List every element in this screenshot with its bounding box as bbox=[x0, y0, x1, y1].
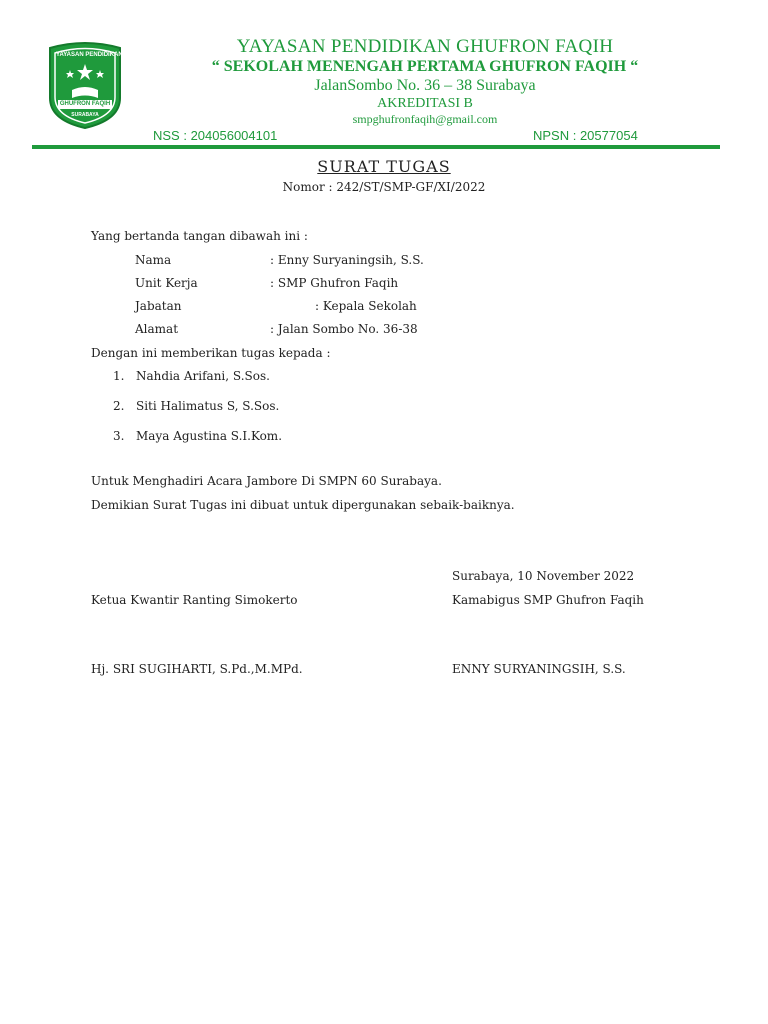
accreditation: AKREDITASI B bbox=[377, 96, 473, 111]
list-item-number: 3. bbox=[113, 429, 125, 443]
foundation-name: YAYASAN PENDIDIKAN GHUFRON FAQIH bbox=[236, 36, 614, 57]
purpose-text: Untuk Menghadiri Acara Jambore Di SMPN 60 Surabaya. bbox=[91, 474, 442, 488]
letter-number: Nomor : 242/ST/SMP-GF/XI/2022 bbox=[282, 180, 486, 194]
school-logo bbox=[44, 40, 126, 130]
field-label-alamat: Alamat bbox=[135, 322, 179, 336]
field-label-unit: Unit Kerja bbox=[135, 276, 198, 290]
field-label-jabatan: Jabatan bbox=[135, 299, 182, 313]
list-item: Maya Agustina S.I.Kom. bbox=[136, 429, 283, 443]
field-value-jabatan: : Kepala Sekolah bbox=[315, 299, 417, 313]
letter-title: SURAT TUGAS bbox=[317, 157, 451, 176]
right-signer-role: Kamabigus SMP Ghufron Faqih bbox=[452, 593, 644, 607]
assign-intro: Dengan ini memberikan tugas kepada : bbox=[91, 346, 331, 360]
logo-text-banner: GHUFRON FAQIH bbox=[59, 101, 111, 107]
right-signer-name: ENNY SURYANINGSIH, S.S. bbox=[452, 662, 626, 676]
field-value-nama: : Enny Suryaningsih, S.S. bbox=[270, 253, 424, 267]
school-name: “ SEKOLAH MENENGAH PERTAMA GHUFRON FAQIH “ bbox=[211, 58, 639, 75]
place-date: Surabaya, 10 November 2022 bbox=[452, 569, 635, 583]
school-address: JalanSombo No. 36 – 38 Surabaya bbox=[314, 77, 536, 94]
school-email: smpghufronfaqih@gmail.com bbox=[352, 112, 498, 126]
logo-text-top: YAYASAN PENDIDIKAN bbox=[56, 52, 123, 58]
field-label-nama: Nama bbox=[135, 253, 172, 267]
list-item-number: 2. bbox=[113, 399, 125, 413]
closing-text: Demikian Surat Tugas ini dibuat untuk dipergunakan sebaik-baiknya. bbox=[91, 498, 515, 512]
list-item-number: 1. bbox=[113, 369, 125, 383]
logo-text-bottom: SURABAYA bbox=[71, 112, 99, 118]
nss-number: NSS : 204056004101 bbox=[153, 128, 278, 143]
left-signer-name: Hj. SRI SUGIHARTI, S.Pd.,M.MPd. bbox=[91, 662, 303, 676]
list-item: Nahdia Arifani, S.Sos. bbox=[136, 369, 270, 383]
field-value-unit: : SMP Ghufron Faqih bbox=[270, 276, 399, 290]
intro-text: Yang bertanda tangan dibawah ini : bbox=[91, 229, 308, 243]
npsn-number: NPSN : 20577054 bbox=[533, 128, 638, 143]
field-value-alamat: : Jalan Sombo No. 36-38 bbox=[270, 322, 418, 336]
list-item: Siti Halimatus S, S.Sos. bbox=[136, 399, 280, 413]
letterhead-divider bbox=[32, 145, 720, 149]
left-signer-role: Ketua Kwantir Ranting Simokerto bbox=[91, 593, 298, 607]
